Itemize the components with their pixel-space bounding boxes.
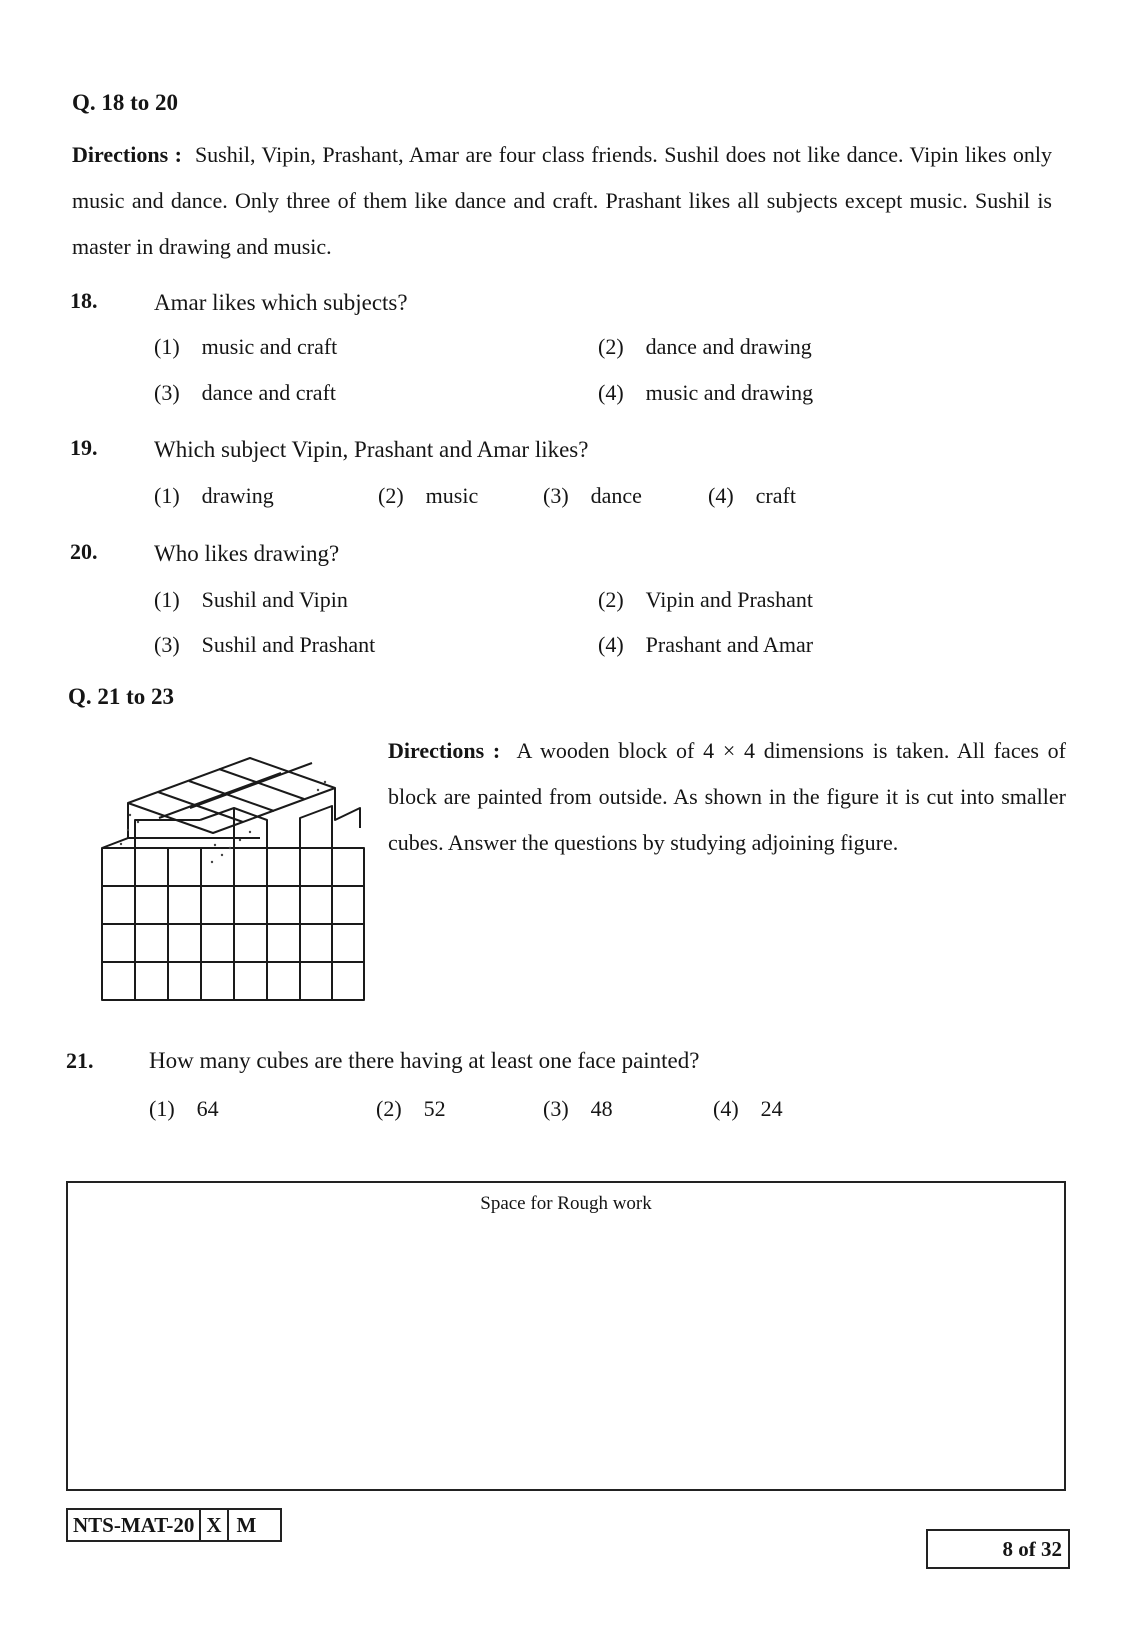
paper-code-box <box>66 1508 282 1542</box>
option-20-4 <box>598 632 813 658</box>
directions-text: A wooden block of 4 × 4 dimensions is taken. All faces of block are painted from outside. As shown in the figure it is cut into smaller cubes. Answer the questions by studying adjoining figure. <box>388 738 1066 855</box>
option-number: (4) <box>713 1096 739 1121</box>
option-text: music and drawing <box>645 380 814 405</box>
option-text: 52 <box>423 1096 446 1121</box>
option-text: drawing <box>201 483 274 508</box>
option-19-2 <box>378 483 478 509</box>
section-heading-q18-20: Q. 18 to 20 <box>72 90 179 115</box>
option-text: Vipin and Prashant <box>645 587 813 612</box>
option-number: (2) <box>598 587 624 612</box>
question-text-20: Who likes drawing? <box>154 541 340 566</box>
directions-paragraph-2 <box>388 728 1066 866</box>
option-21-1 <box>149 1096 219 1122</box>
option-text: music and craft <box>201 334 338 359</box>
question-text-21: How many cubes are there having at least one face painted? <box>149 1048 700 1073</box>
section-heading-q21-23: Q. 21 to 23 <box>68 684 175 709</box>
option-21-4 <box>713 1096 783 1122</box>
option-number: (4) <box>598 380 624 405</box>
option-text: dance and drawing <box>645 334 812 359</box>
option-number: (1) <box>149 1096 175 1121</box>
option-text: music <box>425 483 479 508</box>
option-number: (4) <box>708 483 734 508</box>
page-number: 8 of 32 <box>1002 1536 1062 1561</box>
option-20-3 <box>154 632 375 658</box>
option-number: (3) <box>543 483 569 508</box>
question-number-20: 20. <box>70 539 98 564</box>
class-code: X <box>199 1510 226 1540</box>
option-18-2 <box>598 334 812 360</box>
option-text: 48 <box>590 1096 613 1121</box>
medium-code: M <box>227 1510 281 1540</box>
option-19-1 <box>154 483 274 509</box>
option-text: 64 <box>196 1096 219 1121</box>
rough-work-box <box>66 1181 1066 1491</box>
question-number-19: 19. <box>70 435 98 460</box>
option-number: (2) <box>376 1096 402 1121</box>
option-number: (3) <box>154 632 180 657</box>
option-number: (1) <box>154 587 180 612</box>
option-text: Sushil and Vipin <box>201 587 348 612</box>
option-number: (1) <box>154 483 180 508</box>
option-text: 24 <box>760 1096 783 1121</box>
option-19-4 <box>708 483 796 509</box>
option-18-3 <box>154 380 336 406</box>
option-21-2 <box>376 1096 446 1122</box>
directions-label: Directions : <box>72 142 182 167</box>
question-text-19: Which subject Vipin, Prashant and Amar likes? <box>154 437 589 462</box>
option-21-3 <box>543 1096 613 1122</box>
option-number: (3) <box>543 1096 569 1121</box>
rough-work-label: Space for Rough work <box>480 1193 652 1214</box>
option-text: Sushil and Prashant <box>201 632 376 657</box>
option-number: (4) <box>598 632 624 657</box>
option-number: (2) <box>598 334 624 359</box>
option-number: (2) <box>378 483 404 508</box>
option-20-2 <box>598 587 813 613</box>
option-text: Prashant and Amar <box>645 632 814 657</box>
option-18-4 <box>598 380 813 406</box>
option-text: dance and craft <box>201 380 337 405</box>
option-20-1 <box>154 587 348 613</box>
option-number: (1) <box>154 334 180 359</box>
question-number-21: 21. <box>66 1048 94 1073</box>
directions-text: Sushil, Vipin, Prashant, Amar are four class friends. Sushil does not like dance. Vipin likes only music and dance. Only three of them like dance and craft. Prashant likes all subjects except music. Sushil is master in drawing and music. <box>72 142 1052 259</box>
directions-paragraph-1 <box>72 132 1052 270</box>
cube-block-figure <box>90 748 390 1013</box>
option-text: craft <box>755 483 796 508</box>
question-number-18: 18. <box>70 288 98 313</box>
option-text: dance <box>590 483 642 508</box>
paper-code: NTS-MAT-20 <box>73 1512 195 1537</box>
option-number: (3) <box>154 380 180 405</box>
option-18-1 <box>154 334 337 360</box>
question-text-18: Amar likes which subjects? <box>154 290 408 315</box>
option-19-3 <box>543 483 642 509</box>
page-number-box <box>926 1529 1070 1569</box>
directions-label: Directions : <box>388 738 501 763</box>
